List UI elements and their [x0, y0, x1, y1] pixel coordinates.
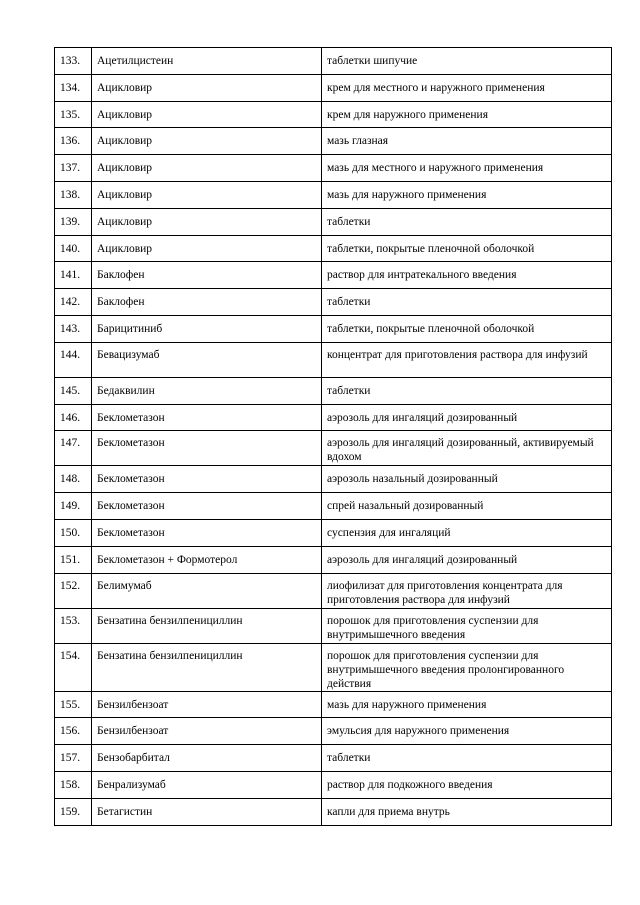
table-row	[55, 643, 612, 691]
drug-name-cell: Ацикловир	[92, 181, 322, 208]
table-row	[55, 101, 612, 128]
table-row	[55, 289, 612, 316]
dosage-form-cell: таблетки шипучие	[322, 48, 612, 75]
table-row	[55, 181, 612, 208]
drug-name-cell: Бетагистин	[92, 798, 322, 825]
drug-name-cell: Бензатина бензилпенициллин	[92, 608, 322, 643]
dosage-form-cell: мазь глазная	[322, 128, 612, 155]
row-number-cell: 147.	[55, 431, 92, 466]
dosage-form-cell: капли для приема внутрь	[322, 798, 612, 825]
row-number-cell: 151.	[55, 546, 92, 573]
row-number-cell: 152.	[55, 573, 92, 608]
row-number-cell: 140.	[55, 235, 92, 262]
drug-name-cell: Беклометазон	[92, 519, 322, 546]
row-number-cell: 149.	[55, 493, 92, 520]
dosage-form-cell: крем для местного и наружного применения	[322, 74, 612, 101]
drug-name-cell: Ацикловир	[92, 155, 322, 182]
row-number-cell: 136.	[55, 128, 92, 155]
table-row	[55, 573, 612, 608]
dosage-form-cell: мазь для наружного применения	[322, 691, 612, 718]
drug-list-body	[55, 48, 612, 826]
row-number-cell: 153.	[55, 608, 92, 643]
table-row	[55, 262, 612, 289]
row-number-cell: 156.	[55, 718, 92, 745]
drug-name-cell: Барицитиниб	[92, 315, 322, 342]
row-number-cell: 155.	[55, 691, 92, 718]
dosage-form-cell: спрей назальный дозированный	[322, 493, 612, 520]
dosage-form-cell: аэрозоль для ингаляций дозированный	[322, 404, 612, 431]
table-row	[55, 519, 612, 546]
table-row	[55, 493, 612, 520]
table-row	[55, 377, 612, 404]
row-number-cell: 154.	[55, 643, 92, 691]
dosage-form-cell: порошок для приготовления суспензии для внутримышечного введения пролонгированного действия	[322, 643, 612, 691]
drug-name-cell: Беклометазон	[92, 493, 322, 520]
drug-name-cell: Баклофен	[92, 262, 322, 289]
table-row	[55, 745, 612, 772]
drug-name-cell: Беклометазон	[92, 431, 322, 466]
dosage-form-cell: мазь для наружного применения	[322, 181, 612, 208]
table-row	[55, 691, 612, 718]
dosage-form-cell: мазь для местного и наружного применения	[322, 155, 612, 182]
table-row	[55, 235, 612, 262]
dosage-form-cell: таблетки	[322, 289, 612, 316]
drug-name-cell: Беклометазон + Формотерол	[92, 546, 322, 573]
table-row	[55, 546, 612, 573]
table-row	[55, 718, 612, 745]
dosage-form-cell: таблетки, покрытые пленочной оболочкой	[322, 235, 612, 262]
dosage-form-cell: таблетки, покрытые пленочной оболочкой	[322, 315, 612, 342]
table-row	[55, 74, 612, 101]
row-number-cell: 135.	[55, 101, 92, 128]
dosage-form-cell: концентрат для приготовления раствора для инфузий	[322, 342, 612, 377]
row-number-cell: 141.	[55, 262, 92, 289]
drug-name-cell: Беклометазон	[92, 404, 322, 431]
table-row	[55, 48, 612, 75]
dosage-form-cell: порошок для приготовления суспензии для внутримышечного введения	[322, 608, 612, 643]
drug-name-cell: Баклофен	[92, 289, 322, 316]
dosage-form-cell: аэрозоль для ингаляций дозированный, активируемый вдохом	[322, 431, 612, 466]
row-number-cell: 139.	[55, 208, 92, 235]
row-number-cell: 157.	[55, 745, 92, 772]
dosage-form-cell: аэрозоль для ингаляций дозированный	[322, 546, 612, 573]
row-number-cell: 146.	[55, 404, 92, 431]
row-number-cell: 137.	[55, 155, 92, 182]
row-number-cell: 133.	[55, 48, 92, 75]
dosage-form-cell: эмульсия для наружного применения	[322, 718, 612, 745]
row-number-cell: 158.	[55, 771, 92, 798]
drug-name-cell: Бензатина бензилпенициллин	[92, 643, 322, 691]
drug-name-cell: Ацикловир	[92, 74, 322, 101]
drug-name-cell: Беклометазон	[92, 466, 322, 493]
drug-name-cell: Бензобарбитал	[92, 745, 322, 772]
drug-name-cell: Ацикловир	[92, 101, 322, 128]
drug-name-cell: Ацетилцистеин	[92, 48, 322, 75]
table-row	[55, 608, 612, 643]
dosage-form-cell: таблетки	[322, 377, 612, 404]
row-number-cell: 142.	[55, 289, 92, 316]
table-row	[55, 155, 612, 182]
dosage-form-cell: крем для наружного применения	[322, 101, 612, 128]
drug-name-cell: Бензилбензоат	[92, 718, 322, 745]
drug-name-cell: Бензилбензоат	[92, 691, 322, 718]
dosage-form-cell: суспензия для ингаляций	[322, 519, 612, 546]
row-number-cell: 159.	[55, 798, 92, 825]
drug-name-cell: Белимумаб	[92, 573, 322, 608]
table-row	[55, 315, 612, 342]
row-number-cell: 145.	[55, 377, 92, 404]
table-row	[55, 798, 612, 825]
row-number-cell: 143.	[55, 315, 92, 342]
table-row	[55, 404, 612, 431]
table-row	[55, 342, 612, 377]
drug-name-cell: Ацикловир	[92, 208, 322, 235]
drug-name-cell: Ацикловир	[92, 235, 322, 262]
dosage-form-cell: таблетки	[322, 745, 612, 772]
table-row	[55, 771, 612, 798]
dosage-form-cell: таблетки	[322, 208, 612, 235]
table-row	[55, 208, 612, 235]
row-number-cell: 138.	[55, 181, 92, 208]
row-number-cell: 134.	[55, 74, 92, 101]
dosage-form-cell: раствор для подкожного введения	[322, 771, 612, 798]
table-row	[55, 431, 612, 466]
row-number-cell: 144.	[55, 342, 92, 377]
dosage-form-cell: лиофилизат для приготовления концентрата для приготовления раствора для инфузий	[322, 573, 612, 608]
drug-name-cell: Бедаквилин	[92, 377, 322, 404]
drug-list-table	[54, 47, 612, 826]
drug-name-cell: Бевацизумаб	[92, 342, 322, 377]
table-row	[55, 128, 612, 155]
row-number-cell: 148.	[55, 466, 92, 493]
dosage-form-cell: раствор для интратекального введения	[322, 262, 612, 289]
dosage-form-cell: аэрозоль назальный дозированный	[322, 466, 612, 493]
drug-name-cell: Бенрализумаб	[92, 771, 322, 798]
table-row	[55, 466, 612, 493]
row-number-cell: 150.	[55, 519, 92, 546]
drug-name-cell: Ацикловир	[92, 128, 322, 155]
